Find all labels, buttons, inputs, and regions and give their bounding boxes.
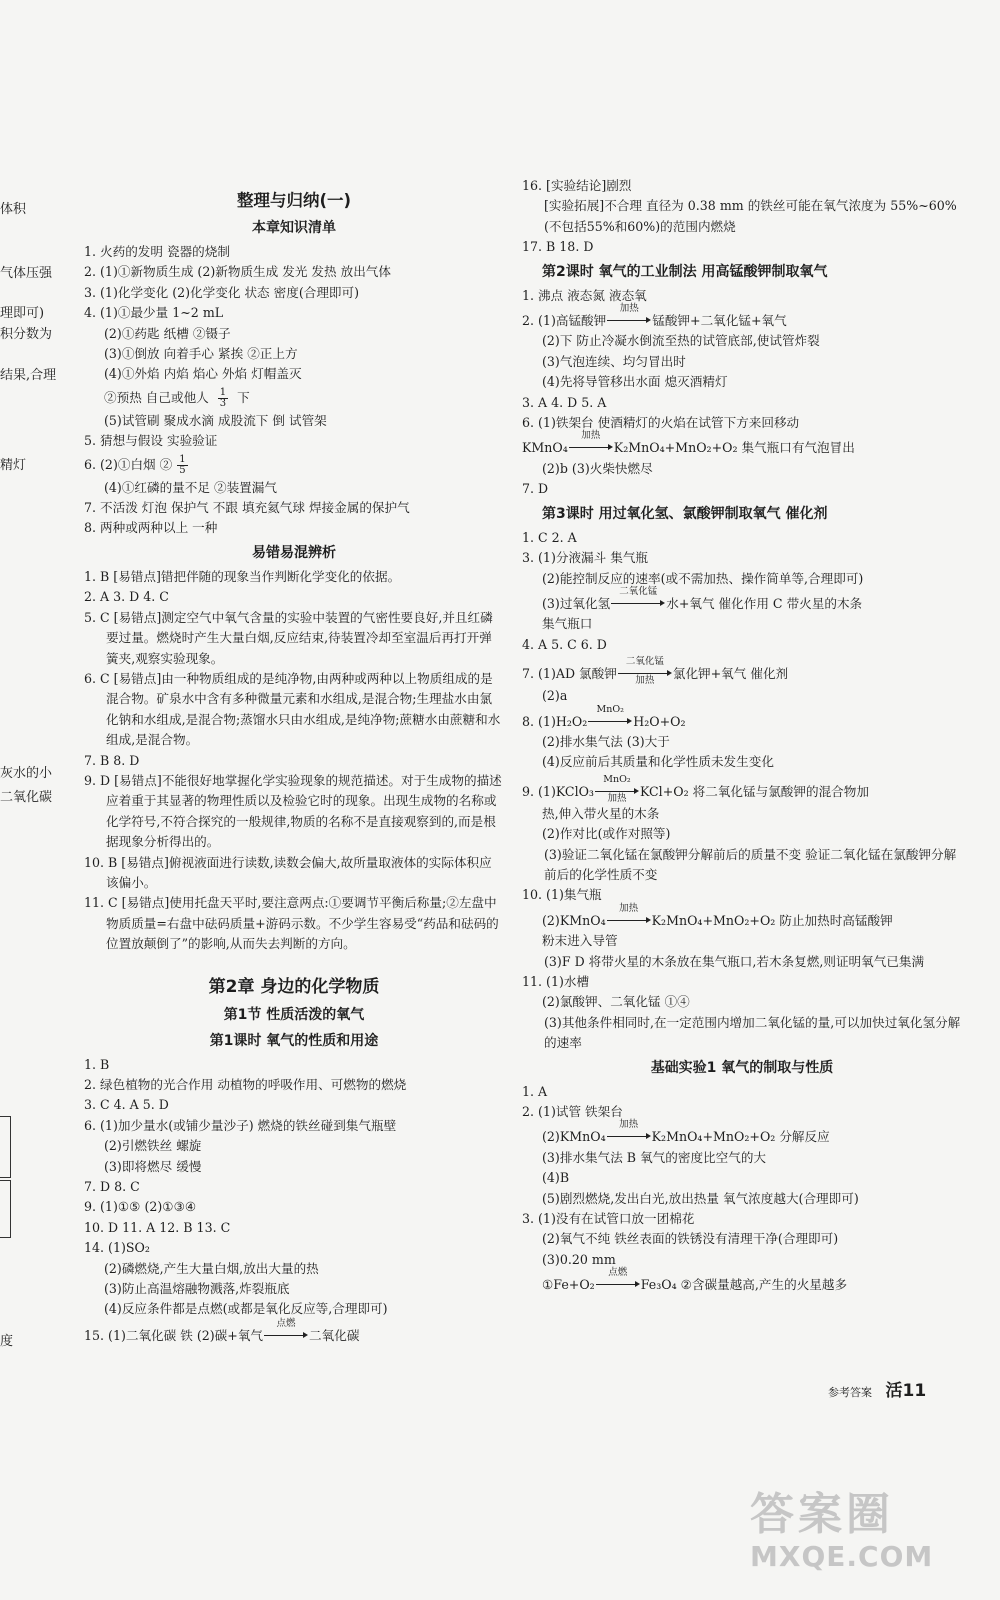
answer-text: ②预热 自己或他人 bbox=[104, 389, 209, 405]
reaction-arrow bbox=[611, 585, 665, 610]
answer-line bbox=[522, 902, 962, 931]
answer-line: 10. (1)集气瓶 bbox=[522, 887, 602, 903]
answer-line: (2)磷燃烧,产生大量白烟,放出大量的热 bbox=[104, 1260, 319, 1276]
reaction-arrow bbox=[595, 773, 639, 804]
page-number bbox=[886, 1381, 927, 1401]
answer-text: ①Fe+O₂ bbox=[542, 1277, 595, 1293]
answer-line bbox=[522, 430, 962, 458]
answer-line: 4. A 5. C 6. D bbox=[522, 636, 607, 652]
answer-text: 下 bbox=[237, 389, 250, 405]
footer-label: 参考答案 bbox=[828, 1386, 872, 1399]
reaction-condition: 加热 bbox=[619, 1119, 639, 1131]
edge-table-fragment bbox=[0, 1116, 11, 1178]
answer-text: K₂MnO₄+MnO₂+O₂ 防止加热时高锰酸钾 bbox=[651, 912, 893, 928]
answer-paragraph: 10. B [易错点]俯视液面进行读数,读数会偏大,故所量取液体的实际体积应该偏小。 bbox=[84, 854, 492, 890]
watermark-url: MXQE.COM bbox=[750, 1540, 934, 1573]
answer-line: (3)排水集气法 B 氧气的密度比空气的大 bbox=[542, 1149, 767, 1165]
answer-line: (3)①倒放 向着手心 紧挨 ②正上方 bbox=[104, 346, 298, 362]
fraction-numerator: 1 bbox=[179, 453, 186, 465]
page-code: 活 bbox=[885, 1381, 903, 1401]
answer-paragraph: 9. D [易错点]不能很好地掌握化学实验现象的规范描述。对于生成物的描述应着重于其显著的物理性质以及检验它时的现象。出现生成物的名称或化学符号,不符合探究的一般规律,物质的名称不是直接观察到的,而是根据现象分析得出的。 bbox=[84, 772, 502, 850]
answer-line: 3. (1)没有在试管口放一团棉花 bbox=[522, 1211, 695, 1227]
reaction-arrow bbox=[596, 1267, 640, 1291]
section-title-summary: 整理与归纳(一) bbox=[236, 191, 352, 210]
fraction-denominator: 5 bbox=[179, 464, 186, 476]
reaction-arrow bbox=[264, 1317, 308, 1342]
answer-line: (5)剧烈燃烧,发出白光,放出热量 氧气浓度越大(合理即可) bbox=[542, 1190, 859, 1206]
fraction-denominator: 3 bbox=[219, 397, 227, 409]
experiment-title: 基础实验1 氧气的制取与性质 bbox=[650, 1059, 834, 1076]
answer-paragraph: [实验拓展]不合理 直径为 0.38 mm 的铁丝可能在氧气浓度为 55%~60%(不包括55%和60%)的范围内燃烧 bbox=[544, 198, 957, 234]
answer-paragraph: 11. C [易错点]使用托盘天平时,要注意两点:①要调节平衡后称量;②左盘中物质质量=右盘中砝码质量+游码示数。不少学生容易受“药品和砝码的位置放颠倒了”的影响,从而失去判断的方向。 bbox=[84, 895, 499, 952]
answer-text: (3)过氧化氢 bbox=[542, 595, 611, 611]
edge-fragment: 度 bbox=[0, 1334, 14, 1349]
answer-line: (4)B bbox=[542, 1170, 570, 1186]
page-footer bbox=[828, 1376, 926, 1401]
reaction-arrow bbox=[607, 1119, 651, 1143]
answer-line: (4)反应前后其质量和化学性质未发生变化 bbox=[542, 754, 774, 770]
answer-line: 3. A 4. D 5. A bbox=[522, 394, 607, 410]
answer-paragraph: 5. C [易错点]测定空气中氧气含量的实验中装置的气密性要良好,并且红磷要过量。燃烧时产生大量白烟,反应结束,待装置冷却至室温后再打开弹簧夹,观察实验现象。 bbox=[84, 609, 493, 666]
answer-text: 6. (2)①白烟 ② bbox=[84, 456, 173, 472]
answer-line bbox=[522, 585, 962, 614]
edge-fragment: 理即可) bbox=[0, 306, 45, 321]
answer-text: 水+氧气 催化作用 C 带火星的木条 bbox=[666, 595, 863, 611]
answer-line: 9. (1)①⑤ (2)①③④ bbox=[84, 1199, 197, 1215]
answer-line: 1. B bbox=[84, 1056, 110, 1072]
watermark-logo bbox=[750, 1490, 990, 1574]
subsection-title-checklist: 本章知识清单 bbox=[252, 220, 336, 236]
watermark-text: 答案圈 bbox=[750, 1489, 894, 1540]
answer-text: 15. (1)二氧化碳 铁 (2)碳+氧气 bbox=[84, 1327, 264, 1343]
answer-line: (4)①红磷的量不足 ②装置漏气 bbox=[104, 479, 277, 495]
answer-text: Fe₃O₄ ②含碳量越高,产生的火星越多 bbox=[640, 1277, 848, 1293]
answer-text: (2)KMnO₄ bbox=[542, 912, 606, 928]
answer-line: (2)氯酸钾、二氧化锰 ①④ bbox=[542, 994, 690, 1010]
answer-text: 8. (1)H₂O₂ bbox=[522, 713, 588, 729]
section-title: 第1节 性质活泼的氧气 bbox=[223, 1006, 365, 1023]
answer-text: 二氧化碳 bbox=[309, 1327, 360, 1343]
reaction-arrow bbox=[607, 902, 651, 927]
edge-fragment: 积分数为 bbox=[0, 327, 53, 342]
answer-line: 2. (1)试管 铁架台 bbox=[522, 1104, 623, 1120]
lesson-title: 第3课时 用过氧化氢、氯酸钾制取氧气 催化剂 bbox=[542, 505, 828, 522]
answer-text: 2. (1)高锰酸钾 bbox=[522, 313, 607, 329]
answer-line: (3)0.20 mm bbox=[542, 1251, 616, 1267]
answer-line: (5)试管刷 聚成水滴 成股流下 倒 试管架 bbox=[104, 412, 327, 428]
reaction-condition: 二氧化锰 bbox=[619, 585, 658, 597]
answer-line: 5. 猜想与假设 实验验证 bbox=[84, 433, 218, 449]
answer-line: (3)防止高温熔融物溅落,炸裂瓶底 bbox=[104, 1281, 290, 1297]
answer-line: 粉末进入导管 bbox=[542, 933, 618, 949]
answer-line: (2)能控制反应的速率(或不需加热、操作简单等,合理即可) bbox=[542, 570, 864, 586]
answer-paragraph: 6. C [易错点]由一种物质组成的是纯净物,由两种或两种以上物质组成的是混合物。矿泉水中含有多种微量元素和水组成,是混合物;生理盐水由氯化钠和水组成,是混合物;蒸馏水只由水组成,是纯净物;蔗糖水由蔗糖和水组成,是混合物。 bbox=[84, 670, 501, 748]
lesson-title: 第2课时 氧气的工业制法 用高锰酸钾制取氧气 bbox=[542, 263, 828, 280]
answer-text: 9. (1)KClO₃ bbox=[522, 783, 594, 799]
answer-text: H₂O+O₂ bbox=[633, 713, 686, 729]
answer-line: 1. 沸点 液态氮 液态氧 bbox=[522, 287, 647, 303]
edge-fragment: 灰水的小 bbox=[0, 766, 53, 781]
reaction-arrow bbox=[618, 656, 672, 687]
reaction-condition: MnO₂ bbox=[603, 773, 631, 785]
answer-line: 1. B [易错点]错把伴随的现象当作判断化学变化的依据。 bbox=[84, 568, 401, 584]
subsection-title-mistakes: 易错易混辨析 bbox=[252, 544, 336, 561]
answer-line: (4)①外焰 内焰 焰心 外焰 灯帽盖灭 bbox=[104, 366, 302, 382]
answer-line: 7. D bbox=[522, 481, 549, 497]
answer-line: 11. (1)水槽 bbox=[522, 974, 590, 989]
edge-fragment: 体积 bbox=[0, 202, 27, 217]
answer-text: 氯化钾+氧气 催化剂 bbox=[672, 666, 789, 682]
answer-line: (2)氧气不纯 铁丝表面的铁锈没有清理干净(合理即可) bbox=[542, 1231, 839, 1247]
reaction-condition: 加热 bbox=[607, 792, 627, 804]
left-column bbox=[84, 186, 504, 1346]
answer-text: (2)KMnO₄ bbox=[542, 1129, 606, 1145]
answer-line: 6. (1)铁架台 使酒精灯的火焰在试管下方来回移动 bbox=[522, 415, 800, 431]
answer-line: 7. B 8. D bbox=[84, 752, 140, 768]
answer-line bbox=[84, 1317, 504, 1346]
fraction bbox=[177, 455, 187, 476]
previous-page-edge bbox=[0, 0, 70, 1600]
answer-line: 8. 两种或两种以上 一种 bbox=[84, 520, 218, 536]
answer-line bbox=[522, 656, 962, 687]
answer-line: (2)作对比(或作对照等) bbox=[542, 826, 671, 842]
answer-line: (2)b (3)火柴快燃尽 bbox=[542, 460, 653, 476]
answer-line: 1. C 2. A bbox=[522, 529, 577, 545]
reaction-condition: 加热 bbox=[619, 902, 639, 914]
answer-text: KMnO₄ bbox=[522, 440, 568, 456]
edge-fragment: 二氧化碳 bbox=[0, 790, 53, 805]
answer-text: 锰酸钾+二氧化锰+氧气 bbox=[652, 313, 787, 329]
edge-fragment: 气体压强 bbox=[0, 266, 53, 281]
answer-line: (3)气泡连续、均匀冒出时 bbox=[542, 353, 686, 369]
answer-text: K₂MnO₄+MnO₂+O₂ 分解反应 bbox=[651, 1129, 830, 1145]
answer-line: 1. 火药的发明 瓷器的烧制 bbox=[84, 244, 230, 259]
answer-line: 1. A bbox=[522, 1083, 548, 1099]
answer-line: 集气瓶口 bbox=[542, 616, 593, 632]
answer-line: (4)反应条件都是点燃(或都是氧化反应等,合理即可) bbox=[104, 1301, 388, 1317]
answer-line bbox=[522, 1119, 962, 1147]
answer-line: 2. 绿色植物的光合作用 动植物的呼吸作用、可燃物的燃烧 bbox=[84, 1077, 407, 1092]
answer-line bbox=[522, 303, 962, 331]
answer-line: (2)排水集气法 (3)大于 bbox=[542, 733, 670, 749]
answer-line bbox=[522, 703, 962, 732]
fraction-numerator: 1 bbox=[219, 386, 227, 398]
reaction-arrow bbox=[607, 303, 651, 327]
answer-line: 3. (1)化学变化 (2)化学变化 状态 密度(合理即可) bbox=[84, 284, 360, 300]
page-number-value: 11 bbox=[902, 1381, 927, 1401]
fraction bbox=[218, 388, 228, 409]
reaction-condition: 点燃 bbox=[608, 1267, 628, 1279]
edge-fragment: 结果,合理 bbox=[0, 368, 57, 383]
answer-text: KCl+O₂ 将二氧化锰与氯酸钾的混合物加 bbox=[639, 783, 869, 799]
edge-table-fragment bbox=[0, 1180, 11, 1238]
reaction-condition: MnO₂ bbox=[596, 703, 624, 715]
answer-paragraph: (3)验证二氧化锰在氯酸钾分解前后的质量不变 验证二氧化锰在氯酸钾分解前后的化学性质不变 bbox=[544, 846, 957, 882]
reaction-condition: 二氧化锰 bbox=[625, 656, 664, 668]
answer-line: (4)先将导管移出水面 熄灭酒精灯 bbox=[542, 374, 728, 390]
answer-line: 7. D 8. C bbox=[84, 1179, 140, 1195]
reaction-condition: 点燃 bbox=[276, 1317, 296, 1329]
answer-line bbox=[84, 452, 504, 478]
answer-line: (2)引燃铁丝 螺旋 bbox=[104, 1138, 202, 1154]
answer-line bbox=[84, 385, 504, 411]
answer-line: (2)a bbox=[542, 688, 568, 704]
answer-paragraph: (3)F D 将带火星的木条放在集气瓶口,若木条复燃,则证明氧气已集满 bbox=[544, 953, 925, 969]
edge-fragment: 精灯 bbox=[0, 458, 27, 473]
answer-line: 7. 不活泼 灯泡 保护气 不跟 填充氦气球 焊接金属的保护气 bbox=[84, 500, 410, 516]
answer-line: 2. A 3. D 4. C bbox=[84, 589, 169, 605]
answer-text: K₂MnO₄+MnO₂+O₂ 集气瓶口有气泡冒出 bbox=[613, 440, 855, 456]
reaction-condition: 加热 bbox=[635, 675, 655, 687]
answer-line: 热,伸入带火星的木条 bbox=[542, 805, 660, 821]
reaction-condition: 加热 bbox=[619, 303, 639, 315]
answer-line: 16. [实验结论]剧烈 bbox=[522, 178, 632, 193]
reaction-condition: 加热 bbox=[581, 430, 601, 442]
reaction-arrow bbox=[569, 430, 613, 454]
answer-line: 4. (1)①最少量 1~2 mL bbox=[84, 305, 224, 321]
answer-text: 7. (1)AD 氯酸钾 bbox=[522, 666, 617, 682]
answer-line: 6. (1)加少量水(或铺少量沙子) 燃烧的铁丝碰到集气瓶壁 bbox=[84, 1117, 397, 1133]
chapter-title: 第2章 身边的化学物质 bbox=[208, 976, 380, 997]
answer-line: (2)①药匙 纸槽 ②镊子 bbox=[104, 325, 231, 341]
answer-line: (2)下 防止冷凝水倒流至热的试管底部,使试管炸裂 bbox=[542, 333, 820, 349]
answer-line: 3. C 4. A 5. D bbox=[84, 1097, 169, 1113]
answer-line bbox=[522, 773, 962, 804]
answer-line bbox=[522, 1267, 962, 1295]
answer-line: 10. D 11. A 12. B 13. C bbox=[84, 1219, 231, 1235]
answer-paragraph: (3)其他条件相同时,在一定范围内增加二氧化锰的量,可以加快过氧化氢分解的速率 bbox=[544, 1014, 961, 1051]
reaction-arrow bbox=[588, 703, 632, 728]
lesson-title: 第1课时 氧气的性质和用途 bbox=[209, 1032, 379, 1049]
answer-line: 2. (1)①新物质生成 (2)新物质生成 发光 发热 放出气体 bbox=[84, 264, 391, 280]
answer-line: (3)即将燃尽 缓慢 bbox=[104, 1158, 202, 1174]
right-column bbox=[522, 176, 962, 1296]
answer-line: 14. (1)SO₂ bbox=[84, 1240, 150, 1256]
answer-line: 3. (1)分液漏斗 集气瓶 bbox=[522, 550, 649, 566]
answer-line: 17. B 18. D bbox=[522, 239, 594, 255]
